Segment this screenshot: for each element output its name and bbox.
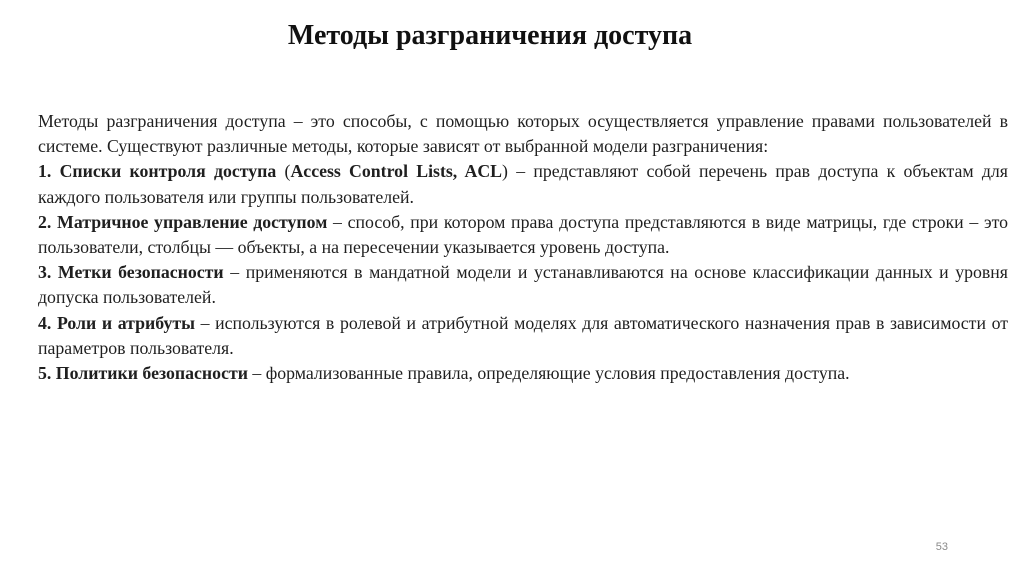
item-term: Списки контроля доступа (59, 161, 277, 182)
item-term: Роли и атрибуты (56, 312, 195, 333)
slide-body (38, 109, 1008, 386)
item-number: 1. (38, 161, 52, 182)
item-description: – способ, при котором права доступа представляются в виде матрицы, где строки – это пользователи, столбцы — объекты, а на пересечении указывается уровень доступа. (38, 211, 1008, 258)
item-term: Метки безопасности (57, 262, 224, 283)
item-number: 3. (38, 262, 52, 283)
intro-paragraph: Методы разграничения доступа – это способы, с помощью которых осуществляется управление правами пользователей в системе. Существуют различные методы, которые зависят от выбранной модели разграничения: (38, 111, 1008, 157)
item-number: 4. (38, 312, 52, 333)
item-description: – применяются в мандатной модели и устанавливаются на основе классификации данных и уровня допуска пользователей. (38, 262, 1008, 308)
item-paren-close: ) (502, 161, 508, 182)
list-item-2 (38, 210, 1008, 260)
item-description: – представляют собой перечень прав доступа к объектам для каждого пользователя или группы пользователей. (38, 161, 1008, 207)
slide-title: Методы разграничения доступа (287, 20, 693, 51)
item-number: 2. (38, 211, 52, 232)
item-term-english: Access Control Lists, ACL (290, 161, 503, 182)
list-item-5 (38, 361, 1008, 386)
item-term: Матричное управление доступом (57, 211, 328, 232)
list-item-3 (38, 260, 1008, 310)
page-number: 53 (935, 541, 948, 553)
item-description: – формализованные правила, определяющие условия предоставления доступа. (247, 363, 850, 384)
item-number: 5. (38, 363, 52, 384)
item-paren-open: ( (276, 161, 291, 182)
item-description: – используются в ролевой и атрибутной моделях для автоматического назначения прав в зависимости от параметров пользователя. (38, 312, 1009, 358)
list-item-4 (38, 311, 1008, 361)
list-item-1 (38, 159, 1008, 209)
item-term: Политики безопасности (55, 363, 248, 384)
